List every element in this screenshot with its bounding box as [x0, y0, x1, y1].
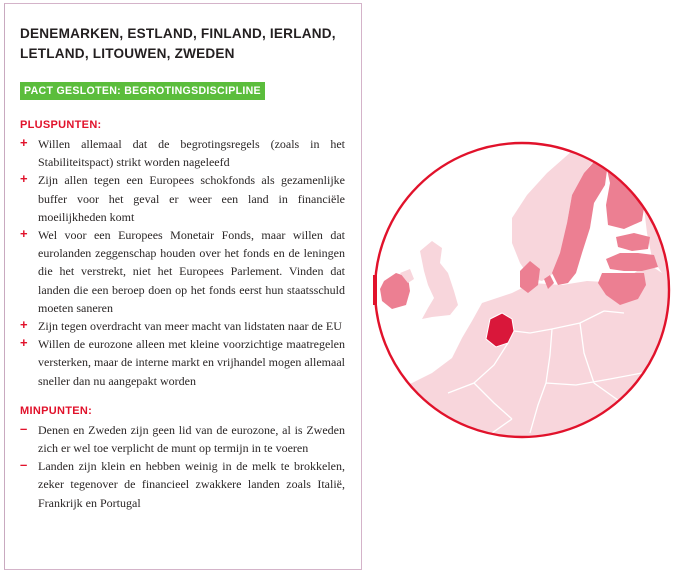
card-title: DENEMARKEN, ESTLAND, FINLAND, IERLAND, LETLAND, LITOUWEN, ZWEDEN: [20, 26, 336, 61]
plus-icon: +: [20, 226, 28, 242]
list-item: [20, 335, 345, 390]
pro-text: Zijn allen tegen een Europees schokfonds als gezamenlijke buffer voor het geval er weer een land in financiële moeilijkheden komt: [38, 173, 345, 224]
minus-icon: –: [20, 420, 28, 436]
list-item: [20, 226, 345, 317]
ring-tab: [373, 275, 377, 305]
list-item: [20, 135, 345, 171]
con-text: Denen en Zweden zijn geen lid van de eurozone, al is Zweden zich er wel toe verplicht de munt op termijn in te voeren: [38, 422, 345, 456]
plus-icon: +: [20, 317, 28, 333]
pros-heading: PLUSPUNTEN:: [20, 119, 102, 131]
minus-icon: –: [20, 457, 28, 473]
plus-icon: +: [20, 135, 28, 150]
europe-map-svg: [362, 133, 680, 455]
list-item: [20, 317, 345, 335]
pro-text: Zijn tegen overdracht van meer macht van lidstaten naar de EU: [38, 319, 342, 334]
list-item: [20, 171, 345, 226]
cons-heading: MINPUNTEN:: [20, 404, 93, 417]
latvia: [606, 253, 658, 271]
cons-list: [20, 421, 345, 512]
europe-map: [362, 133, 680, 455]
list-item: [20, 457, 345, 512]
pros-list: [20, 135, 345, 390]
pro-text: Wel voor een Europees Monetair Fonds, maar willen dat eurolanden zeggenschap houden over het fonds en de leningen die het verstrekt, niet het Europees Parlement. Vinden dat landen die een beroep doen op het fonds eerst hun staatsschuld moeten saneren: [38, 228, 345, 315]
list-item: [20, 421, 345, 457]
con-text: Landen zijn klein en hebben weinig in de melk te brokkelen, zeker tegenover de financieel zwakkere landen zoals Italië, Frankrijk en Portugal: [38, 459, 345, 510]
coalition-card: [4, 3, 362, 570]
pro-text: Willen de eurozone alleen met kleine voorzichtige maatregelen versterken, maar de interne markt en vrijhandel mogen allemaal sneller dan nu aangepakt worden: [38, 337, 345, 388]
pro-text: Willen allemaal dat de begrotingsregels (zoals in het Stabiliteitspact) strikt worden nageleefd: [38, 137, 345, 170]
plus-icon: +: [20, 171, 28, 187]
plus-icon: +: [20, 335, 28, 351]
pact-badge: PACT GESLOTEN: BEGROTINGSDISCIPLINE: [20, 82, 265, 100]
